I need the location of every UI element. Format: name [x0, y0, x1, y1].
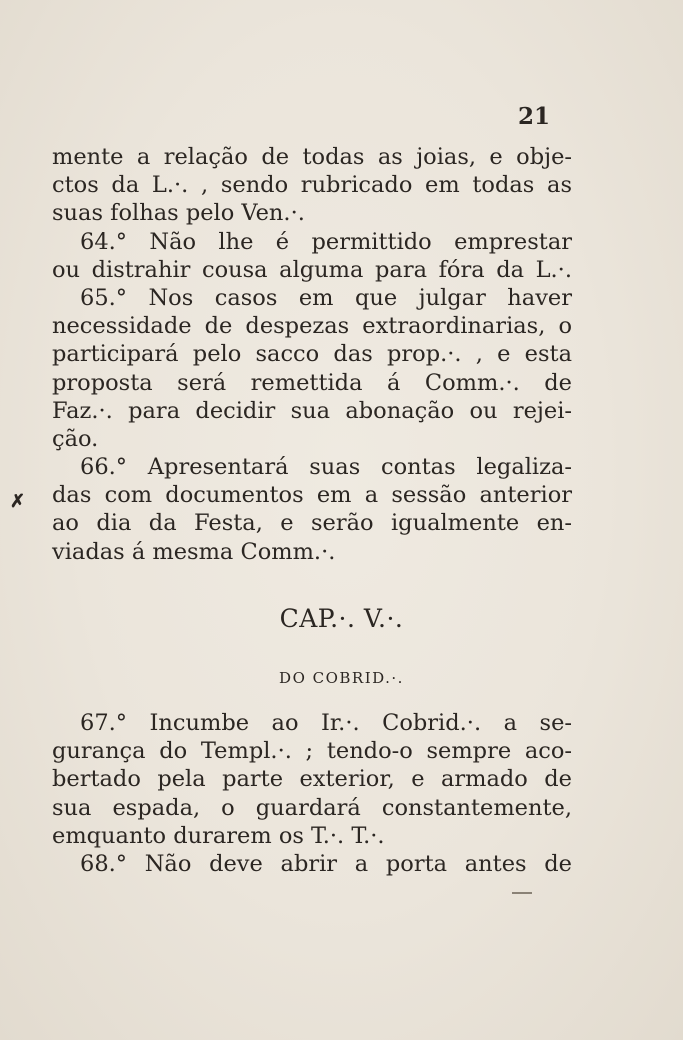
body-text-section-2 [52, 709, 572, 878]
text-line: ou distrahir cousa alguma para fóra da L.·. [52, 256, 572, 283]
text-line: das com documentos em a sessão anterior [52, 482, 572, 509]
text-line: Faz.·. para decidir sua abonação ou rejei- [52, 397, 572, 424]
text-line: mente a relação de todas as joias, e obje- [52, 144, 572, 170]
text-line: participará pelo sacco das prop.·. , e esta [52, 341, 572, 368]
text-line: proposta será remettida á Comm.·. de [52, 369, 572, 396]
chapter-subheading: DO COBRID.·. [279, 669, 404, 687]
text-line: suas folhas pelo Ven.·. [52, 200, 305, 227]
text-line: 67.° Incumbe ao Ir.·. Cobrid.·. a se- [80, 710, 572, 736]
bottom-ink-mark [512, 892, 532, 894]
page-number: 21 [517, 103, 550, 130]
text-line: bertado pela parte exterior, e armado de [52, 766, 572, 793]
chapter-heading: CAP.·. V.·. [279, 604, 404, 633]
text-line: ao dia da Festa, e serão igualmente en- [52, 510, 572, 537]
body-text-section-1 [52, 143, 572, 566]
text-line: gurança do Templ.·. ; tendo-o sempre aco- [52, 738, 572, 765]
text-line: necessidade de despezas extraordinarias, o [52, 313, 572, 340]
text-line: viadas á mesma Comm.·. [52, 538, 336, 565]
text-line: ctos da L.·. , sendo rubricado em todas as [52, 172, 572, 199]
text-line: ção. [52, 425, 99, 452]
text-line: 65.° Nos casos em que julgar haver [80, 284, 572, 311]
text-line: 68.° Não deve abrir a porta antes de [80, 850, 572, 877]
text-line: 66.° Apresentará suas contas legaliza- [80, 454, 572, 481]
text-line: emquanto durarem os T.·. T.·. [52, 822, 385, 849]
text-line: sua espada, o guardará constantemente, [52, 794, 572, 821]
margin-mark: ✗ [10, 491, 26, 512]
text-line: 64.° Não lhe é permittido emprestar [80, 228, 572, 255]
